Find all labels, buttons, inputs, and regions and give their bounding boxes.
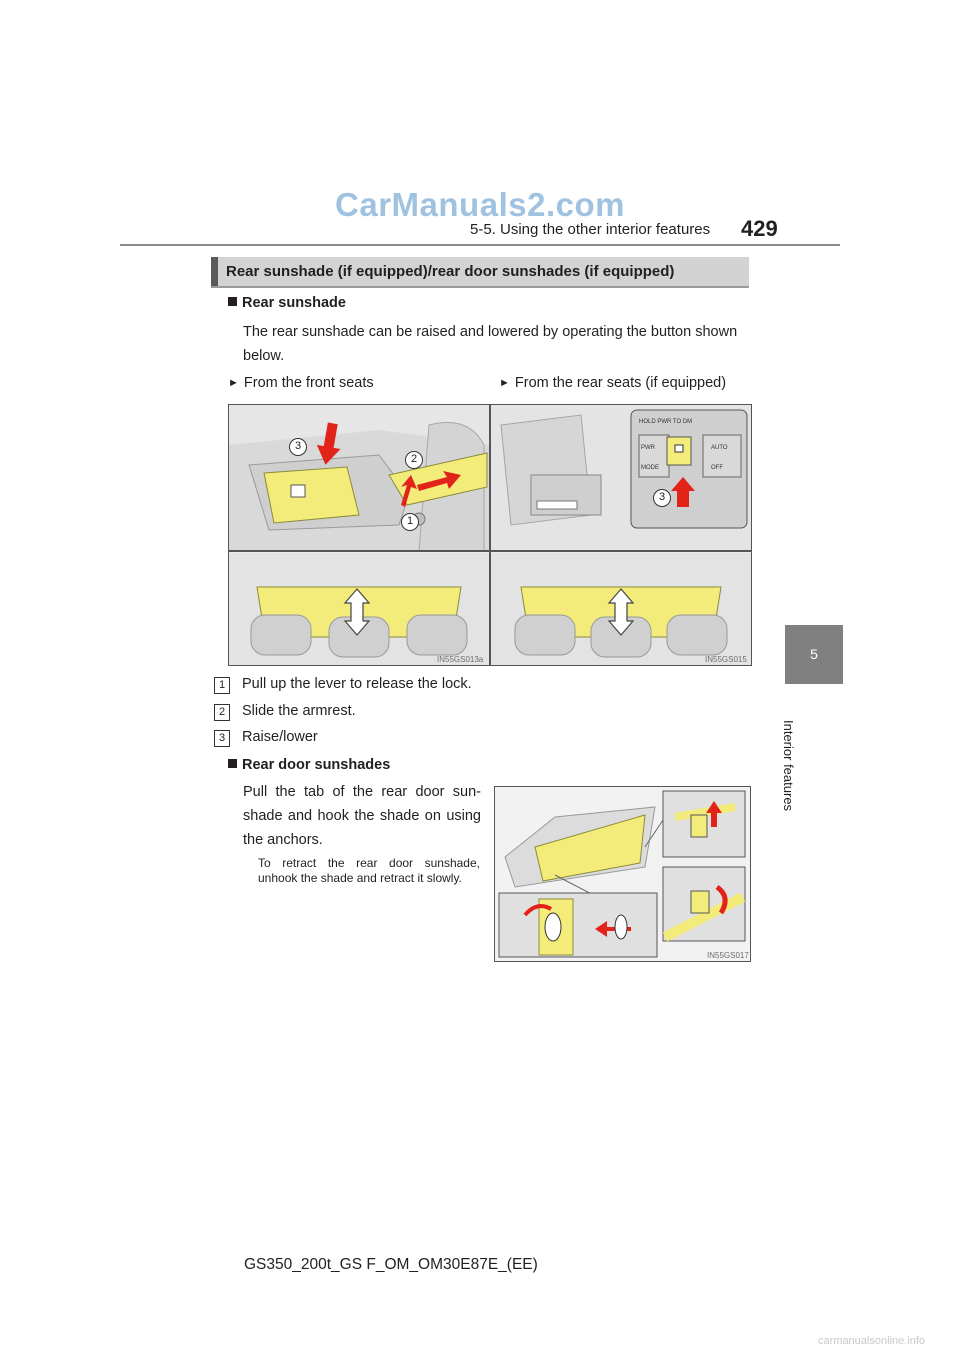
- rear-door-sunshades-heading: Rear door sunshades: [228, 757, 390, 773]
- rear-door-sunshade-illustration: [495, 787, 750, 961]
- figure-front-seats: [228, 404, 490, 666]
- callout-3: 3: [289, 438, 307, 456]
- chapter-label: Interior features: [781, 720, 796, 812]
- front-seats-illustration: [229, 405, 489, 665]
- rear-door-sunshades-body: Pull the tab of the rear door sun-shade and hook the shade on using the anchors.: [243, 784, 481, 848]
- figure-code: IN55GS015: [705, 655, 747, 664]
- caption-front-seats: ► From the front seats: [228, 371, 374, 395]
- footer-watermark: carmanualsonline.info: [818, 1335, 926, 1347]
- rear-sunshade-heading: Rear sunshade: [228, 295, 346, 311]
- section-heading-accent: [211, 257, 218, 286]
- figure-rear-seats: [490, 404, 752, 666]
- step-2: 2 Slide the armrest.: [214, 703, 230, 721]
- figure-code: IN55GS013a: [437, 655, 484, 664]
- square-bullet-icon: [228, 297, 237, 306]
- chapter-number: 5: [810, 646, 818, 662]
- callout-1: 1: [401, 513, 419, 531]
- triangle-bullet-icon: ►: [228, 377, 239, 389]
- panel-label-hold: HOLD PWR TO DM: [639, 419, 693, 425]
- panel-label-pwr: PWR MODE: [641, 445, 659, 471]
- rear-sunshade-body: The rear sunshade can be raised and lowered by operating the button shown below.: [243, 324, 738, 364]
- rear-seats-illustration: [491, 405, 751, 665]
- rear-door-sunshades-note: To retract the rear door sunshade, unhook the shade and retract it slowly.: [258, 856, 480, 885]
- square-bullet-icon: [228, 759, 237, 768]
- caption-rear-seats: ► From the rear seats (if equipped): [499, 371, 726, 395]
- step-1: 1 Pull up the lever to release the lock.: [214, 676, 230, 694]
- chapter-tab[interactable]: [785, 625, 843, 684]
- watermark-logo: CarManuals2.com: [335, 186, 625, 223]
- panel-label-auto: AUTO OFF: [711, 445, 728, 471]
- triangle-bullet-icon: ►: [499, 377, 510, 389]
- section-heading-bar: [211, 257, 749, 288]
- callout-2: 2: [405, 451, 423, 469]
- figure-rear-door-sunshade: [494, 786, 751, 962]
- footer-doc-code: GS350_200t_GS F_OM_OM30E87E_(EE): [244, 1256, 538, 1273]
- header-rule: [120, 244, 840, 246]
- header-section-title: 5-5. Using the other interior features: [470, 221, 711, 238]
- step-3: 3 Raise/lower: [214, 729, 230, 747]
- figure-code: IN55GS017: [707, 951, 749, 960]
- page-number: 429: [741, 216, 778, 241]
- section-heading: Rear sunshade (if equipped)/rear door sunshades (if equipped): [226, 263, 675, 280]
- callout-3: 3: [653, 489, 671, 507]
